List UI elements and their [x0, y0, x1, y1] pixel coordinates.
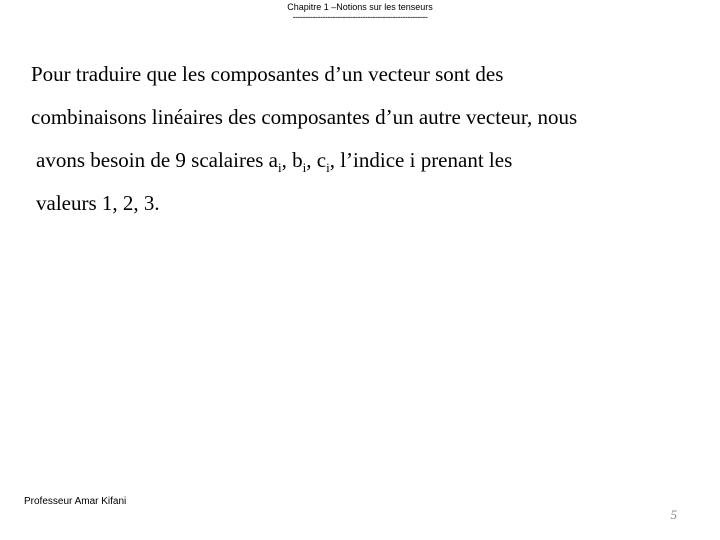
subscript-i-b: i [302, 160, 307, 175]
chapter-header-title: Chapitre 1 –Notions sur les tenseurs [287, 2, 433, 12]
header-dashed-rule: ------------------------------------------------------ [292, 12, 428, 22]
subscript-i-c: i [326, 160, 330, 175]
body-text-line-3 [36, 148, 513, 175]
subscript-i-a: i [278, 160, 282, 175]
body-text-line-4: valeurs 1, 2, 3. [36, 191, 160, 215]
line-3-tail: , l’indice i prenant les [329, 148, 513, 172]
line-3-lead: avons besoin de 9 scalaires a [36, 148, 279, 172]
page-number: 5 [670, 507, 677, 522]
body-text-line-2: combinaisons linéaires des composantes d’un autre vecteur, nous [31, 105, 578, 129]
line-3-sep-c: , c [306, 148, 327, 172]
body-text-line-1: Pour traduire que les composantes d’un vecteur sont des [31, 62, 504, 86]
author-credit: Professeur Amar Kifani [24, 496, 127, 507]
line-3-sep-b: , b [281, 148, 303, 172]
